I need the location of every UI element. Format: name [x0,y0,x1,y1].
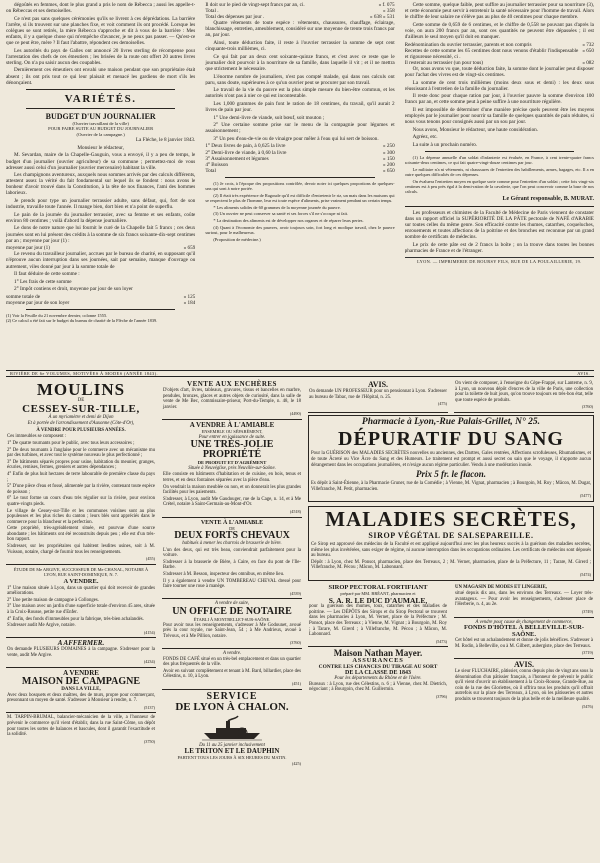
ad-paragraph: Cette propriété, très-agréablement située, est pourvue d'une source abondante ; les bâtiments ont été reconstruits depuis peu ; elle est d'un très-bon rapport. [7,526,155,543]
propriete-location: Située à Neuvéglise, près Neuville-sur-Saône. [188,465,276,471]
vente-title: VENTE AUX ENCHÈRES [187,380,277,388]
paragraph: Cette somme, quelque faible, peut suffire au journalier terrassier pour sa nourriture (3), et cette économie peut servir à entretenir la santé nécessaire pour l'homme de travail. Alors le chiffre de leur salaire ne s'élève pas au plus de 40 centimes pour chaque membre. [404,2,594,21]
service-title: DE LYON À CHALON. [175,700,289,713]
ad-tarpin [6,713,156,746]
moulins-body [7,441,155,555]
budget-line-value: » 358 [382,8,395,15]
col1-lines [6,294,195,306]
sirop-body: pour la guérison des rhumes, toux, catarrhes et des maladies de poitrine. — Les DÉPÔTS des Sirops et du Sirop Pectoral se trouvent dans les pharmacies à Lyon, M. Vernet, place de la Préfecture ; M. Ponsot, place des Terreaux ; à Vienne, M. Vignat ; à Bourgoin, M. Roy ; à Tarare, M. Girerd ; à Villefranche, M. Pécou ; à Mâcon, M. Labonnard. [309,604,447,638]
ad-nathan [308,647,448,701]
ad-paragraph: 5° D'une pièce d'eau et fossé, alimentée par la rivière, contenant toute espèce de poisson ; [7,484,155,495]
paragraph: Agréez, etc. [412,134,438,141]
office-head: A vendre de suite, [214,601,250,607]
budget-item-label: 1° Deux livres de pain, à 0,625 la livre [205,143,286,150]
nathan-sub3: DE LA CLASSE DE 1843 [344,670,412,677]
column-2 [205,2,394,370]
paragraph: Ce qui fait par an deux cent soixante-quinze francs, et c'est avec ce reste que le journalier doit pourvoir à la nourriture de sa famille, dans laquelle il vit ; et il ne mettra que strictement le nécessaire. [205,53,395,72]
moulins-title: MOULINS [36,380,126,399]
ad-paragraph: 1° Une maison située à Lyon, dans un quartier qui doit recevoir de grandes améliorations. [7,585,155,597]
office-number: (3760) [289,640,301,646]
maladies-body: Ce Sirop est approuvé des médecins de la Faculté et est appliqué aujourd'hui avec les plus heureux succès à la guérison des maladies secrètes, même les plus invétérées, sans exiger de régime, ni aucune interruption dans les occupations ordinaires. Les certificats de médecins sont déposés au bureau. [311,542,591,559]
ad-moulins [6,379,156,565]
moulins-de: DE [77,398,85,403]
magasin-number: (3749) [581,608,593,614]
ad-magasin [454,583,594,618]
depuratif-header: Pharmacie à Lyon,-Rue Palais-Grillet, N° 25. [361,416,541,427]
budget-line-label: Il resterait au terrassier (un pour tous) [404,59,484,66]
budget-line-label: Total des dépenses par jour . [205,14,265,21]
paragraph: Quatre vêtements de toute espèce : vêtements, chaussures, chauffage, éclairage, blanchissage, entretien, ameublement, considéré sur une moyenne de trente trois francs par an, par jour. [205,20,395,39]
varietes-title: VARIÉTÉS. [64,92,137,105]
editorial-section [6,2,594,370]
paragraph: Le dons de notre nature que lui fournit le curé de la Chapelle fait 5 francs ; ces deux journées sont en lui présent des crédits à la somme de six francs soixante-dix-sept centimes par an ; moyenne par jour (1) : [6,225,196,244]
paragraph: Il faut déduire de cette somme : [14,271,80,278]
steamboat-icon [202,715,262,741]
footnote: * La destination des aliments est de développer nos organes et de réparer leurs pertes. [213,218,364,224]
paragraph: Cette somme de 0,659 de 6 centimes, et le chiffre de 0,558 ne pouvant pas d'après la voie, on aura 200 francs par an, sont ces quantités ne peuvent être dépassées ; il est d'ailleurs le seul moyen qu'il doit en manquer. [404,21,594,40]
paragraph: Les professeurs et chimistes de la Faculté de Médecine de Paris viennent de constater dans un rapport officiel la SUPÉRIORITÉ DE LA PÂTE pectorale de NAFÉ d'ARABIE sur toutes celles du même genre. Son efficacité contre les rhumes, catarrhes, coqueluches, enrouements et toutes affections de la poitrine et des bronches est reconnue par un grand nombre de certificats de médecins. [404,209,594,240]
paragraph: 1° Les frais de cette somme [14,278,72,285]
footnote: (4) Quant à l'économie des pauvres, avoir toujours soin, fort long et modique travail, chez le pauvre surtout, pour le malheureux. [205,224,395,236]
ad-service-chalon [162,690,302,769]
sirop-number: (5473) [435,638,447,644]
ad-chevaux [162,518,302,600]
paragraph: Ainsi, toute déduction faite, il reste à l'ouvrier terrassier la somme de sept cent cinquante-trois millièmes, ci. [205,40,395,53]
fluchaire-number: (5476) [581,703,593,709]
paragraph: Le revenu du travailleur journalier, accrues par le bureau de charité, en supposant qu'il n'éprouve aucun interruption dans ses journées, sait par semaine, manque d'ouvrage ou autrement, viles donné par jour à la somme totale de [6,251,196,270]
ad-paragraph: S'adresser, à Lyon, audit Me Gaudouger, rue de la Cage, n. 14, et à Me Crétel, notaire à Saint-Germain-au-Mont-d'Or. [163,496,301,508]
paragraph: 2° Impôt contiens et droit, moyenne par jour de son loyer [14,286,133,293]
paragraph: Nous avons, Monsieur le rédacteur, une haute considération. [412,126,539,133]
moulins-place: CESSEY-SUR-TILLE, [22,402,140,415]
divider [405,206,594,207]
col1-footnote: (1) Voir la Feuille du 21 novembre dernier, colonne 1555. (2) Ce calcul a été fait sur le budget du bureau de charité de la Flèche de l'année 1839. [6,313,158,324]
propriete-sub: DE PRODUIT ET D'AGRÉMENT [197,460,267,466]
vente-number: (4490) [289,411,301,417]
depuratif-depots: Es dépôt à Saint-Étienne, à la Pharmacie Gruner, rue de la Comédie ; à Vienne, M. Vignat, pharmacien ; à Bourgoin, M. Roy ; Mâcon, M. Dugat, Villefranche, M. Petit, pharmacien. [311,481,591,492]
budget-line [6,300,195,306]
budget-line-value: » 732 [582,41,594,48]
paragraph: Le pain de la journée du journalier terrassier, avec sa femme et ses enfants, coûte environ 80 centimes ; voilà d'abord la dépense journalière. [6,211,196,224]
ads-column-1 [6,379,156,857]
propriete-body [163,472,301,508]
tarpin-body: M. TARPIN-BRUMAL, balancier-mécanicien de la ville, a l'honneur de prévenir le commerce qu'il vient d'établir, dans la rue Saint-Côme, un dépôt pour toutes les sortes de balances et bascules, dont il garantit l'exactitude et la solidité. [7,715,155,738]
budget-subtitle-2: POUR FAIRE SUITE AU BUDGET DU JOURNALIER [48,126,154,132]
budget-line-label: moyenne par jour de son loyer [6,299,70,306]
ad-etude-argive [6,565,156,638]
amiable-sub2: Pour entrer en jouissance de suite. [198,434,266,440]
ad-hotel-belleville [454,618,594,659]
sirop-sub: préparé par MM. BRÉANT, pharmacien et [340,591,416,597]
budget-total-value: » 659 [183,245,196,252]
sirop-name: S. A. R. LE DUC D'AUMALE, [328,595,428,605]
fonds-hotel-head: A vendre pour cause de changement de commerce, [475,619,573,625]
ad-office-notaire [162,599,302,649]
chevaux-number: (4539) [289,590,301,596]
ad-paragraph: 2° Une petite maison de campagne à Collonges. [7,597,99,603]
paragraph: Les champignons aventureux, auxquels nous sommes arrivés par des calculs différents, attestent assez la vérité du fait fondamental sur lequel ils se fondent : nous avons le bonheur d'avoir trouvé dans la Constitution, à la tête de nos finances, l'ami des hommes laborieux. [6,172,196,197]
ad-paragraph: On vendrait la maison meublée ou non, et on donnerait les plus grandes facilités pour les paiements. [163,484,301,496]
maison-body: Avec deux bosquets et deux maîtres, des de murs, propre pour commerçant, presonnant un moyen de santé. S'adresser à Monsieur à rendre, n. 7. [7,692,155,704]
office-sub: ÉTABLI À MONTBELLET-SUR-SAÔNE. [193,617,271,623]
nathan-body: Bureaux : à Lyon, rue des Célestins, n. 6 ; à Vienne, chez M. Dietrich, négociant ; à Bourgoin, chez M. Guillermin. [309,681,447,693]
col2-items [205,143,394,173]
paragraph: Or, nous avons vu que, toute déduction faite, la somme dont le journalier peut disposer pour l'achat des vivres est de vingt-six centimes. [404,65,594,79]
nathan-sub: ASSURANCES [352,657,404,665]
sirop-head: SIROP PECTORAL FORTIFIANT [328,583,428,591]
footnote: (Proposition de médecine.) [213,236,261,242]
bottom-left-stack [308,583,448,712]
budget-line-label: Total . [205,8,219,15]
depuratif-title: DÉPURATIF DU SANG [338,428,564,451]
paragraph: La somme de cent trois millièmes (moins deux sous et demi) : les deux sous réussissant à l'entretien de la famille du journalier. [404,79,594,92]
ad-avis-enseigne [454,379,594,413]
budget-item-value: » 650 [382,167,395,174]
paragraph: 3° Un peu d'eau-de-vie ou de vinaigre pour mêler à l'eau qui lui sert de boisson. [213,135,379,142]
ad-paragraph: S'adresser, sur les propriétaires qui habitent lesdites usines, soit à M. Vuisson, notaire, chargé de fournir tous les renseignements. [7,544,155,555]
budget-item-value: » 200 [382,161,395,168]
col3-body-2 [405,66,594,148]
ad-paragraph: S'adresser à la brasserie de Bière, à Caire, en face du pont de l'Ile-Barbe. [163,559,301,571]
budget-item-value: » 300 [382,149,395,156]
col1-intro [6,2,195,86]
ad-paragraph: L'un des deux, qui est très beau, conviendrait parfaitement pour la voiture. [163,547,301,559]
maladies-number: (5474) [579,572,591,577]
ad-paragraph: S'adresser à M. Besson, inspecteur des omnibus, en même lieu. [163,572,285,578]
chevaux-de: DE [229,525,235,531]
ad-paragraph: 1° De quatre tournants pour le public, avec tous leurs accessoires ; [7,440,135,446]
col2-lines [205,2,394,20]
avis2-body: On vient de composer, à l'enseigne du Cèpe-Frappé, sur Lanterne, n. 9, à Lyon, un nouveau dépôt d'encres de la ville de Paris, une collection pour la toilette de huit jours, qu'on trouve toujours en très-bon état, telle que toute espèce de produits. [455,381,593,403]
maladies-body-2: Dépôt : à Lyon, chez M. Ponsot, pharmacien, place des Terreaux, 2 ; M. Vernet, pharmacien, place de la Préfecture, 11 ; Tarare, M. Girerd ; Villefranche, M. Pécou ; Mâcon, M. Labonnard. [311,559,591,571]
paragraph: dégoûtés en femmes, dont le plus grand a pris le nom de Rébecca ; aussi les appelle-t-on Rébeccas et ses demoiselles. [6,2,196,15]
avis-row [308,379,594,413]
budget-line-value: » 650 [582,47,594,54]
maison-title: MAISON DE CAMPAGNE [21,676,141,688]
depuratif-number: (5477) [579,493,591,499]
bottom-right-stack [454,583,594,712]
vendre-number: (4154) [143,629,155,635]
paragraph: Les autorités du pays de Galles ont annoncé 20 livres sterling de récompense pour l'arrestation des chefs de ces émeutiers ; les brisées de la route ont offert 20 autres livres sterling. On n'a pu saisir aucun des coupables. [6,47,196,66]
printer-line: LYON. — IMPRIMERIE DE BOURSY FILS, RUE DE LA POULAILLERIE, 19. [405,257,594,265]
budget-line-label: Recettes de cette somme les 65 centimes dont nous venons d'établir l'indispensable et rigoureuse nécessité, ci . [404,47,579,60]
ad-paragraph: 3° De bâtiments séparés propres pour usine, habitation du meunier, granges, écuries, remises, fermes, greniers et autres dépendances ; [7,459,155,471]
budget-line-label: Il doit sur le pied de vingt-sept francs par an, ci. [205,2,305,8]
service-date: Du 11 au 25 janvier inclusivement [199,742,265,748]
magasin-body: situé depuis dix ans, dans les environs des Terreaux. — Loyer très-avantageux. — Pour avoir les renseignements, s'adresser place de l'Herberie, n. 4, au 2e. [455,591,593,608]
depuratif-price: Prix 5 fr. le flacon. [416,469,486,480]
office-title: UN OFFICE DE NOTAIRE [172,606,292,618]
moulins-sub3: À VENDRE POUR PLUSIEURS ANNÉES. [36,427,126,433]
avis-body: On demande UN PROFESSEUR pour un pensionnat à Lyon. S'adresser au bureau de Tabac, rue de l'Hôpital, n. 25. [309,389,447,400]
maison-head: A VENDRE [63,669,99,678]
nathan-number: (3796) [435,694,447,700]
magasin-title: UN MAGASIN DE MODES ET LINGERIE, [455,584,547,590]
chevaux-body [163,548,301,590]
col2-footnotes [205,181,394,242]
ads-column-2 [162,379,302,857]
ads-header-band [6,370,594,377]
moulins-sub1: À un myriamètre et demi de Dijon [48,414,114,420]
ad-paragraph: 4° Enfin, des fonds d'immeubles pour la fabrique, très-bien achalandés. [7,616,144,622]
service-depart: PARTENT TOUS LES JOURS À SIX HEURES DU MATIN. [177,755,287,761]
budget-item [205,168,394,174]
moulins-number: (455) [145,556,155,562]
amiable-sub: ENSEMBLE OU SÉPARÉMENT, [201,428,263,434]
fonds-hotel-number: (3719) [581,650,593,656]
budget-line-label: Redénomination du ouvrier terrassier, parents et non compris [404,41,532,48]
band-right: AVIS. [577,371,590,376]
footnote: (2) Il était très expérience de Ragoude qu'il est difficile d'entretenir le riz, un mais dans les maisons qui se respectent le plus de l'homme, leur est toute espèce d'aliments, prise vraiment pendant un certain temps. [205,192,395,204]
col1-body [6,152,195,243]
budget-item-value: » 250 [382,143,395,150]
avis-number: (475) [437,401,447,407]
col3-lines [405,42,594,66]
etude-head: ÉTUDE DE Me ARGIVE, SUCCESSEUR DE Me CHANAL, NOTAIRE À LYON, RUE SAINT-DOMINIQUE, N. 7. [13,566,149,578]
footnote: On évaluera l'entretien moyen en quelque sorte comme pour l'entretien d'un soldat ; cette fois vingt-six centimes est à peu près égal à la demi-ration de la cavalerie, que l'on peut concevoir comme la base de nos calculs. [404,178,594,195]
nathan-title: Maison Nathan Mayer. [333,648,423,659]
budget-line-value: » 638 » 531 [370,14,395,21]
vente-body: D'objets d'art, livres, tableaux, gravures, tissus et bancelles en marbre, pendules, bronzes, glaces et autres objets de curiosité, dans la salle de vente de Me Bec, commissaire-priseur, Port-du-Temple, n. 48, le 18 janvier. [163,388,301,410]
maladies-title: MALADIES SECRÈTES, [325,507,577,532]
budget-total-label: moyenne par jour (1) [6,245,50,252]
budget-item-label: 4° Boisson [205,161,229,168]
ad-maladies [308,506,594,581]
avis-title: AVIS. [367,380,389,389]
gerant-signature: Le Gérant responsable, B. MURAT. [502,196,594,203]
affermer-number: (4234) [143,659,155,665]
footnote: * Les aliments solides de 60 grammes de la moyenne journée du pauvre. [213,204,341,210]
budget-item-label: Total [205,167,216,174]
billard-body: Avoir en suivant complètement et tenant à M. Bard, billardier, place des Célestins, n. 10, à Lyon. [163,668,301,680]
budget-line-value: » 125 [183,293,196,300]
vendre-head: A VENDRE. [63,578,99,586]
budget-item-value: » 150 [382,155,395,162]
fonds-body: FONDS DE CAFÉ situé en un très-bel emplacement et dans un quartier des plus fréquentés de la ville. [163,656,301,668]
column-3 [405,2,594,370]
office-body: Pour avoir tous les renseignements, s'adresser à Me Godounet, avoué près la cour royale, rue Saint-Jean, 54 ; à Me Andrieux, avoué à Trévoux, et à Me Pillion, notaire. [163,622,301,639]
fonds-hotel-body: Cet hôtel est un achalandement et donne de jolis bénéfices. S'adresser à M. Rodin, à Belleville, ou à M. Gilbert, aubergiste, place des Terreaux. [455,638,593,649]
col3-body [405,2,594,40]
budget-line-label: somme totale de [6,293,40,300]
budget-date: La Fléche, le 8 janvier 1843. [135,137,196,144]
chevaux-head: VENTE À L'AMIABLE [200,519,264,526]
moulins-sub4: Ces immeubles se composent : [7,434,67,440]
bottom-ads-row [308,583,594,712]
ad-paragraph: 2° De deux tournants à l'anglaise pour le commerce avec un mécanisme mu par des turbines, et avec tout le système nouveau le plus perfectionné ; [7,447,155,459]
vendre-body [7,586,155,629]
chevaux-title: DEUX FORTS CHEVAUX [174,530,290,542]
advertisements-section [6,379,594,857]
amiable-head: A VENDRE À L'AMIABLE [189,420,275,429]
col1-body-2 [6,251,195,292]
propriete-title: UNE TRÈS-JOLIE PROPRIÉTÉ [190,439,274,461]
budget-subtitle-3: (Ouvrier de la campagne.) [76,131,125,137]
ad-paragraph: S'adresser audit Me Argive, notaire. [7,623,76,629]
ad-paragraph: 6° Le tout forme un cours d'eau très régulier sur la rivière, pour environ quatre-vingts pieds. [7,496,155,507]
service-number: (425) [291,760,301,766]
ad-fluchaire [454,659,594,711]
paragraph: Le prix de cette pâte est de 2 francs la boîte ; on la trouve dans toutes les bonnes pharmacies de France et de l'étranger. [404,241,594,254]
budget-item-label: 3° Assaisonnement et légumes [205,155,269,162]
affermer-body: On demande PLUSIEURS DOMAINES à la campagne. S'adresser pour la vente, audit Me Argive. [7,647,155,658]
paragraph: Les 1,000 grammes de pain font le ration de 18 centimes, du travail, qu'il aurait 2 livres de pain par jour. [205,100,395,113]
paragraph: Ce n'est pas sans quelques cérémonies qu'ils se livrent à ces déprédations. La barrière l'arrête, si ils trouvent sur une planches fixe, et voit comment ils ont procédé. Lorsque les colègues se sont retirés, la mère Rébecca s'approche et dit à vous de la barrière : Mes enfants, il y a quelque chose qui m'empêche d'avancer, je ne peux pas passer. — Qu'est-ce que ce peut être, mère ? Il faut l'abattre, répondent ces demoiselles. [6,15,196,47]
paragraph: 1° Une demi-livre de viande, soit bœuf, soit mouton ; [213,114,325,121]
ad-depuratif [308,415,594,502]
fluchaire-title: AVIS. [513,659,535,669]
budget-title: BUDGET D'UN JOURNALIER [45,111,156,121]
paragraph: L'énorme nombre de journaliers, n'est pas compté malade, qui dans nos calculs ont paru, sans doute, supérieures à ce qu'un ouvrier peut se procurer par son travail. [205,73,395,86]
affermer-title: A AFFERMER. [57,639,105,648]
avis2-number: (3760) [581,404,593,410]
footnote: (3) Un ouvrier ne peut conserver sa santé et ses forces s'il ne s'occupe ni fait. [213,211,349,217]
paragraph: 2° Une certaine somme prise sur le menu de la compagnie pour légumes et assaisonnement ; [205,122,395,135]
budget-salutation: Monsieur le rédacteur, [77,144,124,151]
ad-paragraph: Il y a également à vendre UN TOMBEREAU CHEVAL dressé pour faire tourner une roue à manège. [163,578,301,590]
budget-line [405,48,594,60]
fonds-hotel-title: FONDS D'HÔTEL À BELLEVILLE-SUR-SAÔNE. [463,624,585,638]
ad-maison-campagne [6,668,156,713]
ad-paragraph: 3° Une maison avec un jardin d'une superficie totale d'environ 45 ares, située à la Croix-Rousse, petite rue d'Enfer. [7,604,155,615]
paragraph: Il reste donc pour chaque ration par jour, à l'ouvrier pauvre la somme d'environ 100 francs par an, et cette somme peut à peine suffire à une nourriture régulière. [404,93,594,106]
propriete-number: (4518) [289,508,301,514]
budget-line-value: » 184 [183,299,196,306]
column-1 [6,2,195,370]
fonds-head: A vendre. [222,651,242,656]
paragraph: Je prends pour type un journalier terrassier adulte, sans défaut, qui, fort de son industrie, travaille toute l'année. Il mange bien, dort bien et n'a point de superflu. [6,198,196,211]
service-boats: LE TRITON ET LE DAUPHIN [184,747,280,756]
ad-propriete [162,420,302,518]
paragraph: Le travail de la vie du pauvre est la plus simple mesure du bien-être commun, et les autorités n'ont pas à nier ce qui est incontestable. [205,87,395,100]
col3-footnote [405,155,594,194]
maison-number: (5137) [143,704,155,710]
fluchaire-body: Le sieur FLUCHAIRE, pâtissier, connu depuis plus de vingt ans sous la dénomination d'un pâtissier français, a l'honneur de prévenir le public qu'il vient d'ouvrir un établissement à la Croix-Rousse, Grande-Rue, au coin de la rue des Gloriettes, où il offrira tous les produits qu'il offrait autrefois sur la place des Terreaux, à Lyon, où les pâtisseries et autres produits se trouvent toujours de la plus belle et de la meilleure qualité. [455,668,593,702]
ad-vente-encheres [162,379,302,420]
ad-avis-professeur [308,379,448,413]
paragraph: La suite à un prochain numéro. [412,141,478,148]
moulins-sub2: Et à portée de l'arrondissement d'Auxonne (Côte-d'Or), [27,421,135,427]
budget-line-value: » 082 [582,59,594,66]
budget-line-value: » f. 075 [378,2,395,8]
col2-body [205,20,394,142]
ad-paragraph: Le village de Cessey-sur-Tille et les communes voisines sont au plus populeuses et les plus riches du canton ; leurs blés sont appréciés dans le commerce pour la blancheur et la perfection. [7,508,155,525]
paragraph: Dernièrement ces émeutiers ont envahi une maison pendant que son propriétaire était absent ; ils ont pris tout ce qui leur plaisait et menacé les gardiens de mort s'ils les dénonçaient. [6,67,196,86]
ad-affermer [6,638,156,668]
nathan-sub4: Pour les départements du Rhône et de l'Isère. [334,676,422,682]
divider [425,151,574,152]
divider [26,108,175,109]
divider [225,177,374,178]
chevaux-sub: habitués à mener les charrois de brasserie de bière. [182,541,282,547]
ad-sirop [308,583,448,648]
band-left: RIVIÈRE DE 6e VOLUMES, MOTIVÉES À MODES (ANNÉE 1843). [10,371,158,376]
paragraph: M. Sevardan, maire de la Chapelle-Gauguin, vous a envoyé, il y a peu de temps, le budget d'un journalier (ouvrier agriculteur) de sa commune ; permettez-moi de vous adresser aussi celui d'un journalier (ouvrier mercenaire) habitant la ville. [6,152,196,171]
footnote: (1) Je crois, à l'époque des propositions contrôlée, devoir noter ici quelques proportions de quelques-uns qui sont à notre portée. [205,180,395,192]
ad-fonds-cafe [162,649,302,690]
divider [26,309,175,310]
depuratif-body: Pour la GUÉRISON des MALADIES SECRÈTES nouvelles ou anciennes, des Dartres, Gales rentrées, Affections scrofuleuses, Rhumatismes, et de toute Âcreté ou Vice Âcre du Sang et des Humeurs. Le traitement est prompt et aussi secret ou sain que le voyage, il n'apporte aucun dérangement dans les occupations journalières, et n'exige aucun régime particulier. Vendu à une modération inouïe. [311,451,591,468]
billard-number: (451) [291,680,301,686]
ad-paragraph: Elle consiste en bâtiments d'habitation et de cuisine, en bois, tenus et terres, et en deux fontaines séparées avec la pièce d'eau. [163,472,301,483]
paragraph: Il est impossible de déterminer d'une manière précise quels peuvent être les moyens employés par le journalier pour nourrir sa famille de quelques quantités de pain réduites, si nous vous tenons pour consignés aussi par un sou par jour. [404,107,594,126]
maison-sub: DANS LA VILLE, [61,687,101,693]
maladies-sub: SIROP VÉGÉTAL DE SALSEPAREILLE. [368,531,534,541]
nathan-sub2: CONTRE LES CHANCES DU TIRAGE AU SORT [318,663,438,670]
ads-columns-3-4 [308,379,594,857]
service-head: SERVICE [206,690,258,702]
tarpin-number: (3750) [143,738,155,744]
budget-item-label: 2° Demi-livre de viande, à 0,60 la livre [205,149,287,156]
budget-subtitle: (Ouvrier travaillant de la ville) [72,120,129,126]
footnote: Le militaire n'a ni vêtements, ni chaussures de l'entretien des habillements, armes, bagages, etc. Il a en outre quelques difficultés de ces dépenses. [404,166,594,178]
ad-paragraph: 4° Enfin de plus huit hectares de terre labourable de première classe du pays ; [7,471,155,483]
col3-notice [405,210,594,254]
divider [26,89,175,90]
footnote: (1) La dépense annuelle d'un soldat d'infanterie est évaluée, en France, à cent trente-quatre francs soixante-deux centimes, ce qui fait quatre-vingt-douze centimes par jour. [404,155,594,166]
